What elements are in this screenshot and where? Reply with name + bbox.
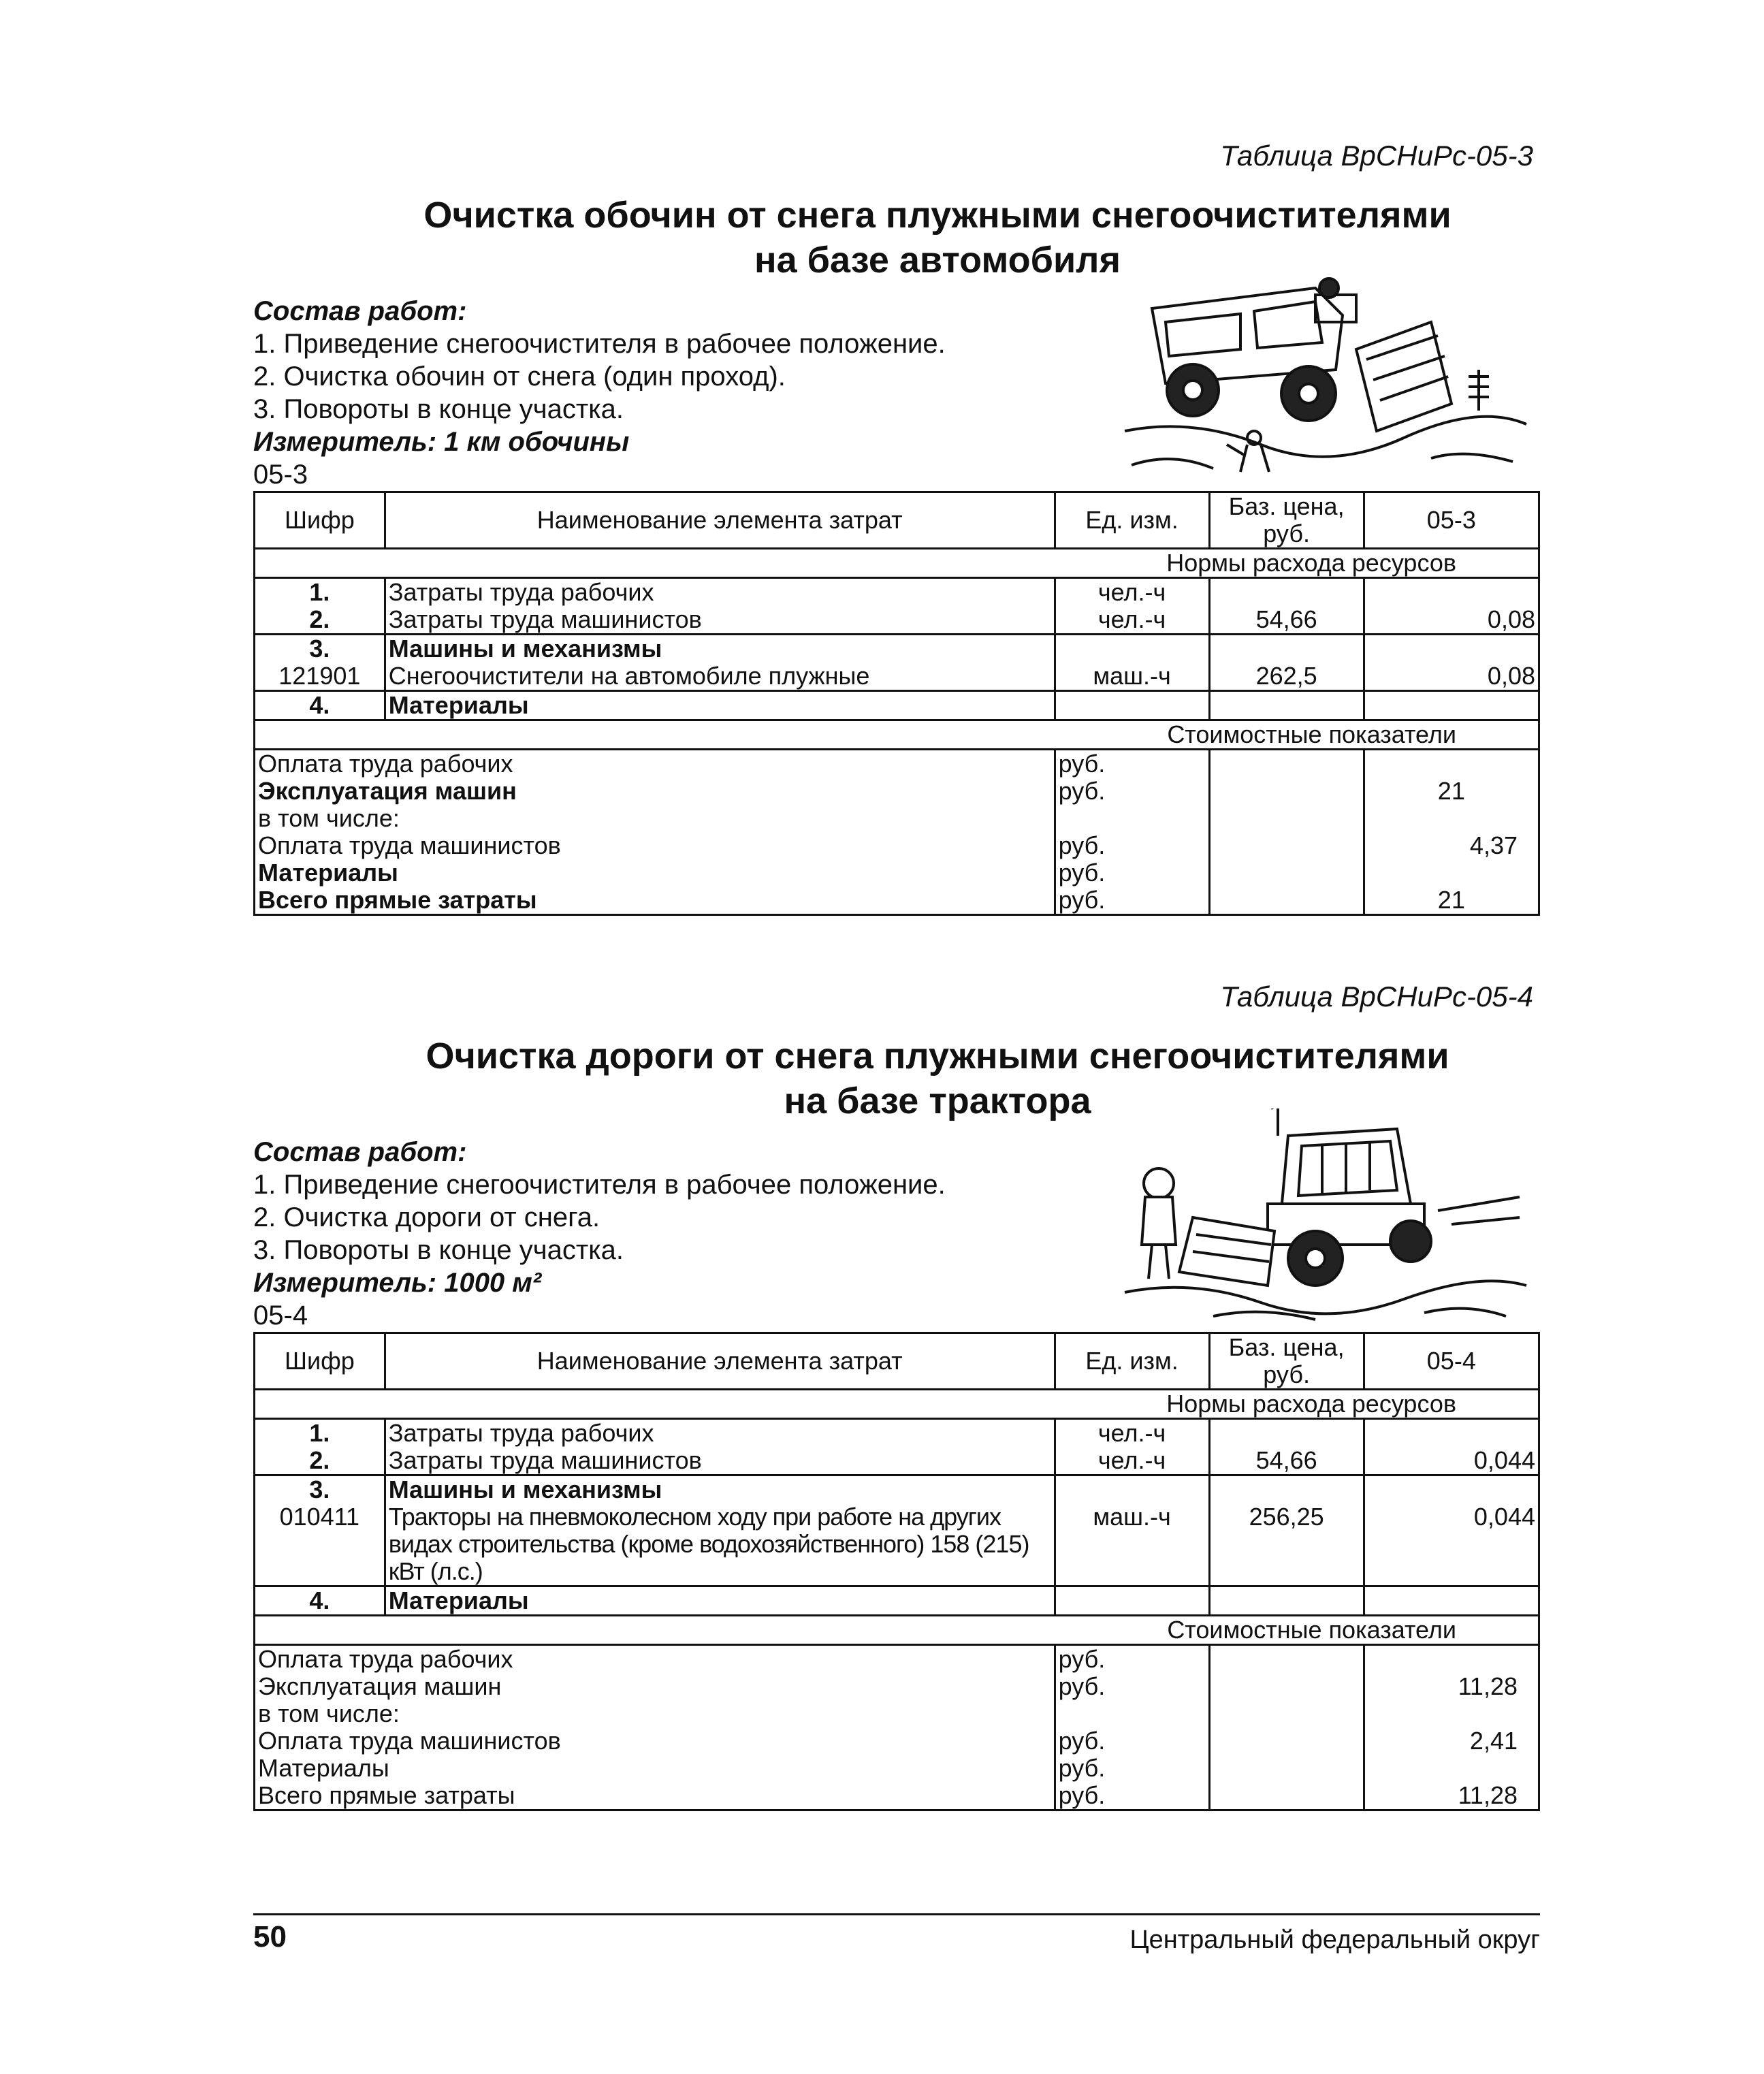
cost-row <box>255 778 1539 805</box>
row-price <box>1209 1419 1364 1448</box>
step-2: 2. Очистка обочин от снега (один проход). <box>253 362 786 392</box>
cost-price-empty <box>1209 1727 1364 1755</box>
row-unit <box>1055 1586 1209 1616</box>
header-price: Баз. цена, руб. <box>1209 1333 1364 1390</box>
cost-value <box>1364 1645 1539 1674</box>
table-header-row <box>255 492 1539 549</box>
cost-value: 21 <box>1364 778 1539 805</box>
row-code: 4. <box>255 691 385 720</box>
cost-value: 2,41 <box>1364 1727 1539 1755</box>
norm-code: 05-3 <box>253 460 308 490</box>
row-name: Машины и механизмы <box>385 1475 1055 1504</box>
row-unit <box>1055 635 1209 663</box>
cost-unit: руб. <box>1055 832 1209 859</box>
cost-unit: руб. <box>1055 887 1209 915</box>
table-id: Таблица ВрСНиРс-05-3 <box>1220 140 1533 172</box>
cost-price-empty <box>1209 1673 1364 1700</box>
row-unit: чел.-ч <box>1055 1419 1209 1448</box>
cost-price-empty <box>1209 887 1364 915</box>
row-value <box>1364 635 1539 663</box>
row-unit: чел.-ч <box>1055 1447 1209 1475</box>
row-value <box>1364 691 1539 720</box>
norms-band-row <box>255 549 1539 578</box>
header-name: Наименование элемента затрат <box>385 1333 1055 1390</box>
title-line-2: на базе трактора <box>784 1081 1091 1121</box>
cost-row <box>255 887 1539 915</box>
footer-region: Центральный федеральный округ <box>1129 1926 1540 1954</box>
cost-name: Оплата труда машинистов <box>255 832 1055 859</box>
footer-divider <box>253 1913 1540 1915</box>
table-id: Таблица ВрСНиРс-05-4 <box>1220 980 1533 1012</box>
cost-name: Оплата труда рабочих <box>255 1645 1055 1674</box>
cost-band: Стоимостные показатели <box>255 1616 1539 1645</box>
cost-price-empty <box>1209 832 1364 859</box>
header-norm: 05-3 <box>1364 492 1539 549</box>
title-line-2: на базе автомобиля <box>754 240 1121 281</box>
cost-name: Эксплуатация машин <box>255 1673 1055 1700</box>
table-row <box>255 663 1539 691</box>
cost-unit: руб. <box>1055 1755 1209 1782</box>
cost-row <box>255 1755 1539 1782</box>
header-name: Наименование элемента затрат <box>385 492 1055 549</box>
table-row <box>255 578 1539 607</box>
row-value: 0,08 <box>1364 663 1539 691</box>
step-1: 1. Приведение снегоочистителя в рабочее положение. <box>253 1170 946 1200</box>
row-unit: чел.-ч <box>1055 606 1209 635</box>
cost-price-empty <box>1209 805 1364 832</box>
row-value: 0,044 <box>1364 1503 1539 1586</box>
table-row <box>255 1503 1539 1586</box>
cost-unit <box>1055 805 1209 832</box>
cost-price-empty <box>1209 778 1364 805</box>
norms-band: Нормы расхода ресурсов <box>255 1390 1539 1419</box>
row-price: 256,25 <box>1209 1503 1364 1586</box>
row-code: 3. <box>255 635 385 663</box>
cost-value <box>1364 1755 1539 1782</box>
cost-name: в том числе: <box>255 1700 1055 1727</box>
cost-unit: руб. <box>1055 859 1209 887</box>
cost-name: Материалы <box>255 859 1055 887</box>
row-value <box>1364 578 1539 607</box>
cost-value: 21 <box>1364 887 1539 915</box>
cost-name: Эксплуатация машин <box>255 778 1055 805</box>
title-line-1: Очистка дороги от снега плужными снегоочистителями <box>426 1036 1449 1076</box>
table-header-row <box>255 1333 1539 1390</box>
row-value <box>1364 1586 1539 1616</box>
row-code: 4. <box>255 1586 385 1616</box>
row-name: Материалы <box>385 691 1055 720</box>
step-1: 1. Приведение снегоочистителя в рабочее положение. <box>253 329 946 359</box>
cost-price-empty <box>1209 1645 1364 1674</box>
row-value: 0,044 <box>1364 1447 1539 1475</box>
table-row <box>255 1586 1539 1616</box>
cost-row <box>255 1700 1539 1727</box>
header-norm: 05-4 <box>1364 1333 1539 1390</box>
norms-table <box>253 1332 1540 1811</box>
step-2: 2. Очистка дороги от снега. <box>253 1202 600 1232</box>
work-composition <box>253 1136 1540 1332</box>
row-code: 1. <box>255 1419 385 1448</box>
row-price <box>1209 578 1364 607</box>
row-name: Тракторы на пневмоколесном ходу при работе на других видах строительства (кроме водохозяйственного) 158 (215) кВт (л.с.) <box>385 1503 1055 1586</box>
sostav-label: Состав работ: <box>253 296 467 326</box>
cost-value: 11,28 <box>1364 1673 1539 1700</box>
row-price: 54,66 <box>1209 1447 1364 1475</box>
cost-name: Оплата труда рабочих <box>255 750 1055 778</box>
cost-unit <box>1055 1700 1209 1727</box>
header-code: Шифр <box>255 1333 385 1390</box>
cost-row <box>255 1782 1539 1810</box>
cost-price-empty <box>1209 1755 1364 1782</box>
row-code: 3. <box>255 1475 385 1504</box>
table-row <box>255 606 1539 635</box>
row-code: 1. <box>255 578 385 607</box>
row-price <box>1209 1475 1364 1504</box>
row-unit <box>1055 691 1209 720</box>
row-name: Материалы <box>385 1586 1055 1616</box>
row-unit: маш.-ч <box>1055 1503 1209 1586</box>
row-name: Машины и механизмы <box>385 635 1055 663</box>
table-row <box>255 1447 1539 1475</box>
row-name: Затраты труда рабочих <box>385 578 1055 607</box>
row-code: 010411 <box>255 1503 385 1586</box>
norm-code: 05-4 <box>253 1301 308 1330</box>
sostav-label: Состав работ: <box>253 1137 467 1167</box>
cost-row <box>255 1727 1539 1755</box>
cost-row <box>255 832 1539 859</box>
cost-unit: руб. <box>1055 1782 1209 1810</box>
row-code: 2. <box>255 1447 385 1475</box>
work-composition <box>253 295 1540 491</box>
row-price <box>1209 1586 1364 1616</box>
cost-price-empty <box>1209 859 1364 887</box>
cost-value <box>1364 1700 1539 1727</box>
cost-band-row <box>255 720 1539 750</box>
cost-row <box>255 1645 1539 1674</box>
cost-price-empty <box>1209 1700 1364 1727</box>
measure-unit: Измеритель: 1000 м² <box>253 1268 542 1298</box>
cost-name: Оплата труда машинистов <box>255 1727 1055 1755</box>
norms-band: Нормы расхода ресурсов <box>255 549 1539 578</box>
cost-row <box>255 859 1539 887</box>
cost-value <box>1364 859 1539 887</box>
cost-band-row <box>255 1616 1539 1645</box>
row-name: Затраты труда машинистов <box>385 606 1055 635</box>
table-row <box>255 691 1539 720</box>
row-code: 2. <box>255 606 385 635</box>
table-section-05-3 <box>253 140 1540 916</box>
header-price: Баз. цена, руб. <box>1209 492 1364 549</box>
cost-value <box>1364 805 1539 832</box>
cost-unit: руб. <box>1055 778 1209 805</box>
norms-table <box>253 491 1540 916</box>
cost-band: Стоимостные показатели <box>255 720 1539 750</box>
measure-unit: Измеритель: 1 км обочины <box>253 427 630 457</box>
step-3: 3. Повороты в конце участка. <box>253 394 624 424</box>
row-name: Снегоочистители на автомобиле плужные <box>385 663 1055 691</box>
cost-value: 11,28 <box>1364 1782 1539 1810</box>
row-name: Затраты труда рабочих <box>385 1419 1055 1448</box>
row-price: 262,5 <box>1209 663 1364 691</box>
cost-name: Всего прямые затраты <box>255 887 1055 915</box>
step-3: 3. Повороты в конце участка. <box>253 1235 624 1265</box>
header-unit: Ед. изм. <box>1055 492 1209 549</box>
cost-unit: руб. <box>1055 1727 1209 1755</box>
page-number: 50 <box>253 1920 287 1953</box>
title-line-1: Очистка обочин от снега плужными снегоочистителями <box>423 195 1452 236</box>
cost-unit: руб. <box>1055 750 1209 778</box>
table-section-05-4 <box>253 980 1540 1811</box>
cost-unit: руб. <box>1055 1645 1209 1674</box>
snowplow-tractor-illustration <box>1111 1108 1533 1326</box>
table-row <box>255 1475 1539 1504</box>
cost-row <box>255 1673 1539 1700</box>
cost-name: Всего прямые затраты <box>255 1782 1055 1810</box>
cost-value: 4,37 <box>1364 832 1539 859</box>
row-code: 121901 <box>255 663 385 691</box>
row-price <box>1209 635 1364 663</box>
cost-price-empty <box>1209 750 1364 778</box>
cost-row <box>255 805 1539 832</box>
cost-unit: руб. <box>1055 1673 1209 1700</box>
row-unit: чел.-ч <box>1055 578 1209 607</box>
header-unit: Ед. изм. <box>1055 1333 1209 1390</box>
cost-row <box>255 750 1539 778</box>
norms-band-row <box>255 1390 1539 1419</box>
cost-price-empty <box>1209 1782 1364 1810</box>
snowplow-truck-illustration <box>1111 268 1533 485</box>
table-row <box>255 1419 1539 1448</box>
row-name: Затраты труда машинистов <box>385 1447 1055 1475</box>
row-unit <box>1055 1475 1209 1504</box>
row-unit: маш.-ч <box>1055 663 1209 691</box>
header-code: Шифр <box>255 492 385 549</box>
row-price <box>1209 691 1364 720</box>
row-value <box>1364 1419 1539 1448</box>
row-value <box>1364 1475 1539 1504</box>
cost-name: в том числе: <box>255 805 1055 832</box>
cost-name: Материалы <box>255 1755 1055 1782</box>
row-price: 54,66 <box>1209 606 1364 635</box>
cost-value <box>1364 750 1539 778</box>
table-row <box>255 635 1539 663</box>
row-value: 0,08 <box>1364 606 1539 635</box>
